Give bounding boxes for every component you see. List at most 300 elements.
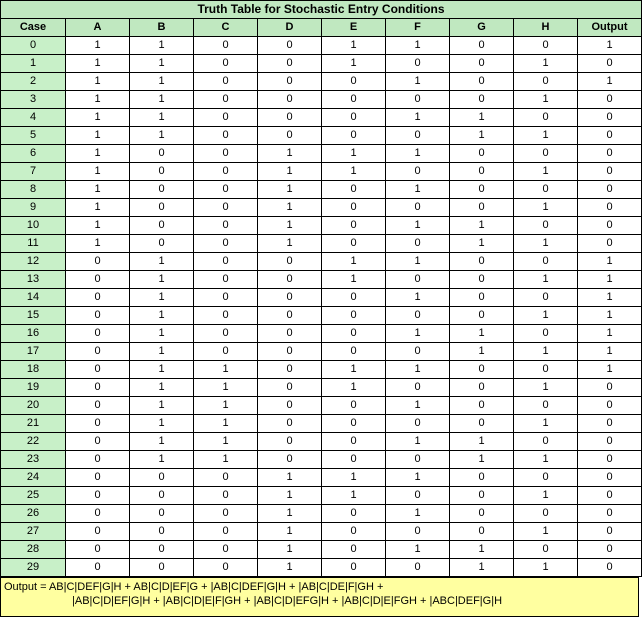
table-cell: 0 <box>194 37 258 55</box>
table-cell: 0 <box>514 361 578 379</box>
table-cell: 1 <box>130 37 194 55</box>
table-cell: 0 <box>194 199 258 217</box>
table-cell: 1 <box>514 163 578 181</box>
table-cell: 0 <box>450 199 514 217</box>
table-cell: 0 <box>386 487 450 505</box>
case-cell: 18 <box>1 361 66 379</box>
table-cell: 1 <box>386 469 450 487</box>
table-cell: 0 <box>322 505 386 523</box>
table-row <box>1 541 642 559</box>
table-cell: 0 <box>66 361 130 379</box>
header-b: B <box>130 19 194 37</box>
table-row <box>1 235 642 253</box>
table-cell: 0 <box>450 37 514 55</box>
header-g: G <box>450 19 514 37</box>
table-cell: 0 <box>258 109 322 127</box>
table-cell: 0 <box>258 289 322 307</box>
table-cell: 0 <box>194 487 258 505</box>
table-cell: 0 <box>578 217 642 235</box>
table-cell: 0 <box>386 307 450 325</box>
table-cell: 0 <box>258 307 322 325</box>
table-cell: 0 <box>386 235 450 253</box>
table-cell: 1 <box>258 217 322 235</box>
table-cell: 1 <box>322 271 386 289</box>
table-cell: 0 <box>258 433 322 451</box>
table-cell: 0 <box>578 433 642 451</box>
table-cell: 0 <box>258 397 322 415</box>
table-cell: 1 <box>514 55 578 73</box>
table-cell: 0 <box>258 91 322 109</box>
table-cell: 0 <box>194 217 258 235</box>
table-cell: 0 <box>578 415 642 433</box>
table-cell: 0 <box>578 379 642 397</box>
table-cell: 1 <box>514 379 578 397</box>
formula-line-2: |AB|C|D|EF|G|H + |AB|C|D|E|F|GH + |AB|C|D|EFG|H + |AB|C|D|E|FGH + |ABC|DEF|G|H <box>72 595 503 607</box>
table-cell: 0 <box>386 559 450 577</box>
table-cell: 1 <box>514 235 578 253</box>
table-cell: 1 <box>322 163 386 181</box>
table-cell: 0 <box>66 271 130 289</box>
table-row <box>1 415 642 433</box>
table-cell: 1 <box>130 127 194 145</box>
table-cell: 1 <box>322 361 386 379</box>
case-cell: 7 <box>1 163 66 181</box>
table-cell: 0 <box>258 37 322 55</box>
table-cell: 1 <box>322 253 386 271</box>
table-cell: 1 <box>514 523 578 541</box>
table-cell: 1 <box>130 91 194 109</box>
table-cell: 0 <box>450 397 514 415</box>
case-cell: 9 <box>1 199 66 217</box>
table-cell: 0 <box>578 91 642 109</box>
header-output: Output <box>578 19 642 37</box>
case-cell: 13 <box>1 271 66 289</box>
case-cell: 20 <box>1 397 66 415</box>
table-cell: 0 <box>578 163 642 181</box>
table-cell: 1 <box>130 253 194 271</box>
table-cell: 1 <box>386 109 450 127</box>
table-cell: 0 <box>194 253 258 271</box>
table-cell: 1 <box>578 37 642 55</box>
table-cell: 1 <box>386 505 450 523</box>
table-cell: 1 <box>66 199 130 217</box>
table-cell: 1 <box>130 307 194 325</box>
table-cell: 0 <box>514 433 578 451</box>
table-cell: 0 <box>258 73 322 91</box>
table-cell: 0 <box>514 109 578 127</box>
table-cell: 1 <box>514 415 578 433</box>
table-row <box>1 559 642 577</box>
case-cell: 19 <box>1 379 66 397</box>
table-cell: 1 <box>514 451 578 469</box>
case-cell: 24 <box>1 469 66 487</box>
table-cell: 0 <box>322 109 386 127</box>
table-cell: 1 <box>578 253 642 271</box>
table-cell: 1 <box>386 37 450 55</box>
table-cell: 1 <box>450 343 514 361</box>
table-row <box>1 91 642 109</box>
table-row <box>1 253 642 271</box>
table-cell: 0 <box>386 415 450 433</box>
case-cell: 11 <box>1 235 66 253</box>
table-cell: 1 <box>450 127 514 145</box>
table-cell: 1 <box>194 361 258 379</box>
table-cell: 1 <box>130 379 194 397</box>
table-cell: 0 <box>66 505 130 523</box>
table-cell: 0 <box>578 487 642 505</box>
table-cell: 0 <box>66 343 130 361</box>
table-cell: 1 <box>578 307 642 325</box>
table-cell: 0 <box>450 361 514 379</box>
table-row <box>1 469 642 487</box>
table-cell: 1 <box>578 343 642 361</box>
header-case: Case <box>1 19 66 37</box>
table-body <box>1 37 642 577</box>
table-cell: 1 <box>514 343 578 361</box>
table-cell: 0 <box>194 289 258 307</box>
table-cell: 0 <box>450 163 514 181</box>
table-cell: 1 <box>578 73 642 91</box>
table-cell: 0 <box>450 289 514 307</box>
table-cell: 0 <box>578 109 642 127</box>
case-cell: 27 <box>1 523 66 541</box>
table-cell: 1 <box>130 415 194 433</box>
case-cell: 10 <box>1 217 66 235</box>
table-cell: 1 <box>66 73 130 91</box>
table-cell: 0 <box>450 379 514 397</box>
table-cell: 1 <box>66 235 130 253</box>
table-cell: 0 <box>514 505 578 523</box>
table-cell: 0 <box>258 415 322 433</box>
table-cell: 1 <box>450 235 514 253</box>
table-cell: 0 <box>194 91 258 109</box>
table-cell: 0 <box>450 469 514 487</box>
table-cell: 1 <box>322 55 386 73</box>
table-cell: 0 <box>66 541 130 559</box>
table-cell: 0 <box>578 451 642 469</box>
table-cell: 0 <box>130 541 194 559</box>
table-cell: 0 <box>578 181 642 199</box>
table-cell: 0 <box>322 523 386 541</box>
table-row <box>1 523 642 541</box>
table-cell: 0 <box>450 415 514 433</box>
table-cell: 1 <box>514 271 578 289</box>
header-h: H <box>514 19 578 37</box>
case-cell: 5 <box>1 127 66 145</box>
table-cell: 1 <box>130 361 194 379</box>
table-row <box>1 163 642 181</box>
table-cell: 0 <box>386 271 450 289</box>
table-cell: 1 <box>450 433 514 451</box>
table-cell: 0 <box>194 523 258 541</box>
table-cell: 0 <box>66 451 130 469</box>
table-cell: 1 <box>258 163 322 181</box>
table-cell: 0 <box>386 199 450 217</box>
case-cell: 2 <box>1 73 66 91</box>
table-cell: 1 <box>66 163 130 181</box>
table-row <box>1 397 642 415</box>
header-a: A <box>66 19 130 37</box>
table-cell: 0 <box>578 559 642 577</box>
table-row <box>1 307 642 325</box>
table-cell: 0 <box>450 307 514 325</box>
table-cell: 1 <box>258 559 322 577</box>
table-cell: 0 <box>66 415 130 433</box>
table-cell: 0 <box>194 541 258 559</box>
table-cell: 0 <box>322 307 386 325</box>
table-cell: 0 <box>258 451 322 469</box>
table-cell: 1 <box>386 325 450 343</box>
table-row <box>1 325 642 343</box>
table-cell: 0 <box>194 55 258 73</box>
table-cell: 1 <box>194 433 258 451</box>
table-cell: 0 <box>386 379 450 397</box>
table-cell: 0 <box>386 91 450 109</box>
case-cell: 28 <box>1 541 66 559</box>
table-cell: 0 <box>450 523 514 541</box>
table-cell: 0 <box>450 253 514 271</box>
header-d: D <box>258 19 322 37</box>
table-cell: 1 <box>258 541 322 559</box>
table-cell: 0 <box>258 55 322 73</box>
table-cell: 0 <box>194 163 258 181</box>
table-row <box>1 73 642 91</box>
case-cell: 4 <box>1 109 66 127</box>
table-cell: 0 <box>194 505 258 523</box>
table-cell: 1 <box>66 217 130 235</box>
case-cell: 22 <box>1 433 66 451</box>
table-cell: 0 <box>258 361 322 379</box>
table-cell: 0 <box>258 271 322 289</box>
table-cell: 0 <box>450 55 514 73</box>
case-cell: 12 <box>1 253 66 271</box>
table-row <box>1 37 642 55</box>
table-row <box>1 361 642 379</box>
table-cell: 1 <box>514 487 578 505</box>
table-cell: 0 <box>130 145 194 163</box>
table-cell: 0 <box>386 451 450 469</box>
table-cell: 1 <box>322 487 386 505</box>
table-cell: 1 <box>258 199 322 217</box>
table-cell: 0 <box>66 397 130 415</box>
table-cell: 0 <box>386 163 450 181</box>
table-cell: 1 <box>66 181 130 199</box>
table-cell: 1 <box>386 397 450 415</box>
table-cell: 0 <box>130 559 194 577</box>
table-row <box>1 505 642 523</box>
table-cell: 1 <box>514 307 578 325</box>
table-cell: 0 <box>578 541 642 559</box>
table-cell: 1 <box>322 469 386 487</box>
table-cell: 1 <box>386 73 450 91</box>
table-title: Truth Table for Stochastic Entry Conditions <box>1 1 642 19</box>
table-cell: 0 <box>450 73 514 91</box>
table-cell: 1 <box>258 505 322 523</box>
table-cell: 1 <box>386 253 450 271</box>
table-cell: 1 <box>194 451 258 469</box>
table-cell: 0 <box>130 181 194 199</box>
table-cell: 0 <box>578 505 642 523</box>
table-cell: 0 <box>514 145 578 163</box>
table-cell: 1 <box>258 523 322 541</box>
table-cell: 0 <box>322 181 386 199</box>
table-cell: 1 <box>514 199 578 217</box>
table-row <box>1 343 642 361</box>
table-cell: 0 <box>322 541 386 559</box>
table-cell: 1 <box>194 397 258 415</box>
table-cell: 0 <box>322 73 386 91</box>
table-cell: 1 <box>578 289 642 307</box>
table-cell: 1 <box>578 271 642 289</box>
table-cell: 0 <box>322 127 386 145</box>
table-cell: 0 <box>450 91 514 109</box>
table-cell: 1 <box>258 145 322 163</box>
table-cell: 0 <box>66 523 130 541</box>
table-cell: 0 <box>322 433 386 451</box>
table-cell: 0 <box>322 289 386 307</box>
table-cell: 0 <box>130 217 194 235</box>
table-cell: 0 <box>514 397 578 415</box>
table-cell: 1 <box>578 325 642 343</box>
table-cell: 0 <box>322 235 386 253</box>
table-cell: 0 <box>322 451 386 469</box>
case-cell: 25 <box>1 487 66 505</box>
table-cell: 0 <box>194 127 258 145</box>
table-cell: 1 <box>450 541 514 559</box>
table-row <box>1 181 642 199</box>
table-row <box>1 433 642 451</box>
table-cell: 0 <box>258 253 322 271</box>
table-cell: 0 <box>322 91 386 109</box>
case-cell: 26 <box>1 505 66 523</box>
table-cell: 0 <box>578 523 642 541</box>
table-cell: 1 <box>514 91 578 109</box>
table-cell: 1 <box>450 325 514 343</box>
case-cell: 1 <box>1 55 66 73</box>
table-cell: 0 <box>66 307 130 325</box>
table-cell: 0 <box>194 325 258 343</box>
table-cell: 0 <box>322 199 386 217</box>
table-cell: 0 <box>578 235 642 253</box>
table-cell: 1 <box>130 451 194 469</box>
table-cell: 0 <box>66 253 130 271</box>
table-cell: 0 <box>66 487 130 505</box>
formula-line-1: Output = AB|C|DEF|G|H + AB|C|D|EF|G + |AB|C|DEF|G|H + |AB|C|DE|F|GH + <box>4 581 384 593</box>
table-cell: 1 <box>194 415 258 433</box>
table-cell: 1 <box>386 433 450 451</box>
table-cell: 0 <box>386 127 450 145</box>
table-cell: 0 <box>66 325 130 343</box>
table-cell: 0 <box>450 271 514 289</box>
table-cell: 0 <box>386 343 450 361</box>
case-cell: 15 <box>1 307 66 325</box>
table-row <box>1 145 642 163</box>
table-cell: 0 <box>66 559 130 577</box>
table-row <box>1 55 642 73</box>
table-cell: 0 <box>130 523 194 541</box>
table-cell: 0 <box>322 217 386 235</box>
case-cell: 0 <box>1 37 66 55</box>
table-cell: 0 <box>514 181 578 199</box>
table-cell: 0 <box>258 325 322 343</box>
header-f: F <box>386 19 450 37</box>
table-cell: 1 <box>130 325 194 343</box>
table-row <box>1 451 642 469</box>
table-cell: 0 <box>130 487 194 505</box>
table-row <box>1 199 642 217</box>
table-row <box>1 127 642 145</box>
case-cell: 17 <box>1 343 66 361</box>
table-cell: 1 <box>386 145 450 163</box>
table-cell: 0 <box>322 343 386 361</box>
table-cell: 1 <box>258 469 322 487</box>
table-cell: 0 <box>194 271 258 289</box>
table-cell: 0 <box>514 289 578 307</box>
table-cell: 1 <box>386 181 450 199</box>
table-cell: 0 <box>514 325 578 343</box>
table-row <box>1 289 642 307</box>
table-cell: 1 <box>130 343 194 361</box>
case-cell: 16 <box>1 325 66 343</box>
table-cell: 1 <box>450 451 514 469</box>
table-cell: 0 <box>194 235 258 253</box>
table-cell: 0 <box>130 505 194 523</box>
table-cell: 0 <box>322 415 386 433</box>
table-cell: 0 <box>194 145 258 163</box>
table-cell: 0 <box>578 199 642 217</box>
table-cell: 1 <box>258 181 322 199</box>
table-cell: 1 <box>66 37 130 55</box>
table-cell: 1 <box>130 73 194 91</box>
table-cell: 1 <box>386 541 450 559</box>
table-cell: 0 <box>450 487 514 505</box>
table-cell: 0 <box>322 325 386 343</box>
table-cell: 0 <box>450 145 514 163</box>
table-cell: 0 <box>514 217 578 235</box>
table-cell: 1 <box>66 91 130 109</box>
table-cell: 1 <box>322 145 386 163</box>
table-cell: 1 <box>450 109 514 127</box>
table-cell: 1 <box>386 217 450 235</box>
table-cell: 1 <box>258 235 322 253</box>
table-cell: 0 <box>514 73 578 91</box>
header-row <box>1 19 642 37</box>
table-cell: 0 <box>322 397 386 415</box>
table-cell: 0 <box>578 397 642 415</box>
table-cell: 1 <box>66 127 130 145</box>
table-cell: 1 <box>322 37 386 55</box>
table-cell: 1 <box>578 361 642 379</box>
table-cell: 0 <box>258 343 322 361</box>
table-cell: 1 <box>386 289 450 307</box>
table-cell: 1 <box>130 55 194 73</box>
table-cell: 0 <box>194 307 258 325</box>
table-cell: 1 <box>450 217 514 235</box>
table-cell: 0 <box>130 235 194 253</box>
table-cell: 0 <box>578 145 642 163</box>
table-cell: 1 <box>258 487 322 505</box>
table-cell: 0 <box>322 559 386 577</box>
table-cell: 0 <box>514 541 578 559</box>
table-cell: 0 <box>450 505 514 523</box>
case-cell: 21 <box>1 415 66 433</box>
case-cell: 6 <box>1 145 66 163</box>
table-cell: 0 <box>194 343 258 361</box>
table-cell: 0 <box>514 469 578 487</box>
table-cell: 1 <box>194 379 258 397</box>
table-cell: 1 <box>386 361 450 379</box>
table-row <box>1 379 642 397</box>
